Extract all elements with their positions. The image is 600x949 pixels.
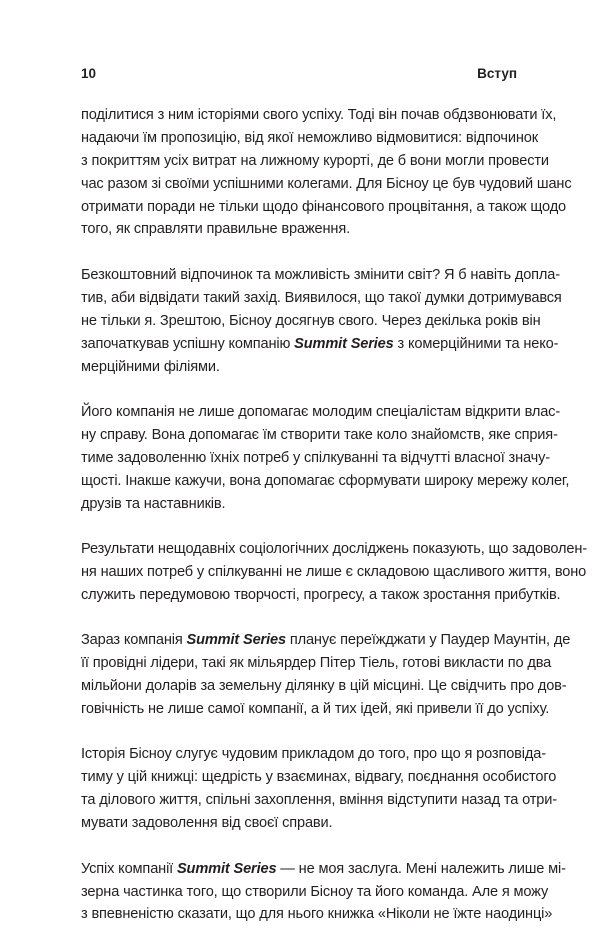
text-segment: того, як справляти правильне враження. [81, 221, 350, 238]
text-line [81, 858, 566, 881]
text-line [81, 789, 557, 812]
paragraph [81, 858, 566, 927]
text-segment: її провідні лідери, такі як мільярдер Пітер Тіель, готові викласти по два [81, 655, 552, 672]
text-segment: мувати задоволення від своєї справи. [81, 815, 333, 832]
text-segment: тиму у цій книжці: щедрість у взаєминах, відвагу, поєднання особистого [81, 769, 557, 786]
text-segment: щості. Інакше кажучи, вона допомагає сформувати широку мережу колег, [81, 472, 570, 489]
text-line [81, 698, 550, 721]
text-line [81, 652, 552, 675]
text-line [81, 493, 518, 516]
text-line [81, 104, 557, 127]
text-line [81, 333, 559, 356]
text-segment: Зараз компанія [81, 632, 187, 649]
paragraph [81, 401, 570, 515]
company-name-emphasis: Summit Series [176, 860, 277, 877]
text-line [81, 218, 518, 241]
text-segment: надаючи їм пропозицію, від якої неможливо відмовитися: відпочинок [81, 129, 538, 146]
text-segment: та ділового життя, спільні захоплення, вміння відступити назад та отри- [81, 792, 557, 809]
text-line [81, 584, 561, 607]
paragraph [81, 629, 571, 721]
text-segment: мерційними філіями. [81, 358, 220, 375]
body-text [81, 104, 587, 949]
text-segment: зерна частинка того, що створили Бісноу та його команда. Але я можу [81, 883, 549, 900]
running-header [81, 66, 517, 86]
text-segment: започаткував успішну компанію [81, 335, 295, 352]
text-segment: отримати поради не тільки щодо фінансового процвітання, а також щодо [81, 198, 567, 215]
text-line [81, 447, 550, 470]
text-line [81, 881, 549, 904]
text-line [81, 127, 538, 150]
paragraph [81, 538, 587, 607]
text-segment: планує переїжджати у Паудер Маунтін, де [285, 632, 571, 649]
section-title: Вступ [477, 66, 517, 81]
text-segment: час разом зі своїми успішними колегами. Для Бісноу це був чудовий шанс [81, 175, 572, 192]
text-segment: ня наших потреб у спілкуванні не лише є складовою щасливого життя, воно [81, 563, 587, 580]
text-line [81, 812, 518, 835]
text-line [81, 743, 546, 766]
text-segment: Історія Бісноу слугує чудовим прикладом до того, про що я розповіда- [81, 746, 546, 763]
paragraph [81, 264, 562, 378]
text-segment: — не моя заслуга. Мені належить лише мі- [276, 860, 566, 877]
text-line [81, 150, 549, 173]
text-line [81, 424, 558, 447]
text-segment: служить передумовою творчості, прогресу, а також зростання прибутків. [81, 586, 561, 603]
text-line [81, 356, 518, 379]
paragraph [81, 104, 572, 241]
text-segment: поділитися з ним історіями свого успіху. Тоді він почав обдзвонювати їх, [81, 107, 557, 123]
text-segment: не тільки я. Зрештою, Бісноу досягнув свого. Через декілька років він [81, 312, 541, 329]
text-segment: Безкоштовний відпочинок та можливість змінити світ? Я б навіть допла- [81, 266, 560, 283]
text-line [81, 629, 571, 652]
text-segment: говічність не лише самої компанії, а й тих ідей, які привели її до успіху. [81, 700, 550, 717]
text-segment: Успіх компанії [81, 860, 177, 877]
text-line [81, 173, 572, 196]
text-segment: Його компанія не лише допомагає молодим спеціалістам відкрити влас- [81, 403, 561, 420]
company-name-emphasis: Summit Series [186, 632, 286, 649]
text-line [81, 401, 561, 424]
text-segment: з покриттям усіх витрат на лижному курорті, де б вони могли провести [81, 152, 549, 169]
company-name-emphasis: Summit Series [294, 335, 394, 352]
text-line [81, 675, 567, 698]
text-line [81, 766, 557, 789]
text-line [81, 287, 562, 310]
text-segment: з впевненістю сказати, що для нього книжка «Ніколи не їжте наодинці» [81, 906, 553, 923]
text-segment: мільйони доларів за земельну ділянку в цій місцині. Це свідчить про дов- [81, 678, 567, 695]
text-segment: Результати нещодавніх соціологічних досліджень показують, що задоволен- [81, 541, 587, 558]
text-segment: з комерційними та неко- [393, 335, 559, 352]
text-line [81, 196, 567, 219]
text-line [81, 538, 587, 561]
text-segment: друзів та наставників. [81, 495, 226, 512]
text-line [81, 310, 541, 333]
text-segment: тив, аби відвідати такий захід. Виявилося, що такої думки дотримувався [81, 289, 562, 306]
text-segment: ну справу. Вона допомагає їм створити таке коло знайомств, яке сприя- [81, 426, 558, 443]
paragraph [81, 743, 557, 835]
text-line [81, 903, 553, 926]
text-line [81, 561, 587, 584]
text-segment: тиме задоволенню їхніх потреб у спілкуванні та відчутті власної значу- [81, 449, 550, 466]
text-line [81, 470, 570, 493]
text-line [81, 264, 560, 287]
page-number: 10 [81, 66, 97, 81]
